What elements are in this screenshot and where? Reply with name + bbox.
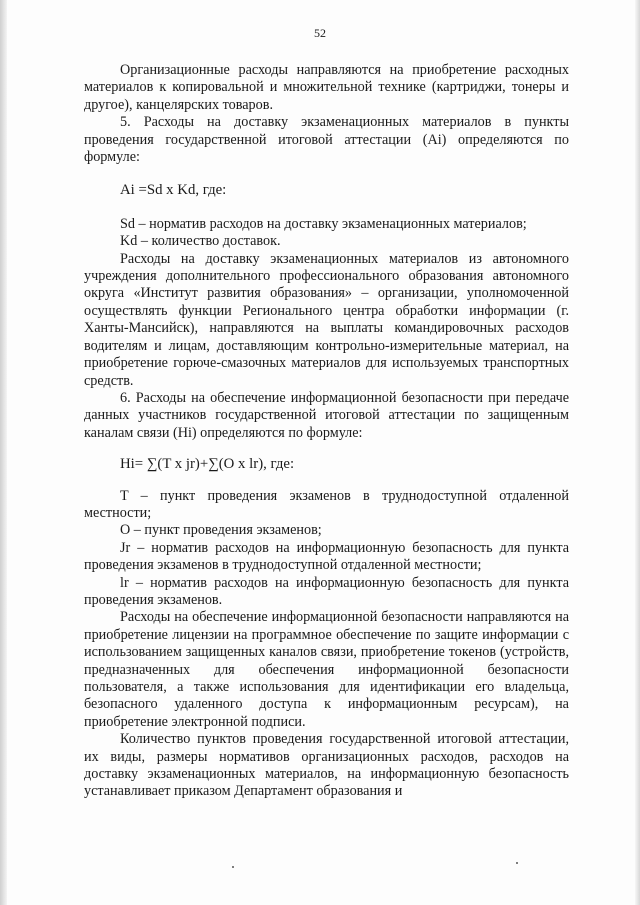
paragraph-item-6: 6. Расходы на обеспечение информационной безопасности при передаче данных участников государственной итоговой аттестации по защищенным каналам связи (Hi) определяются по формуле: [84, 389, 569, 441]
page-edge-left [0, 0, 7, 905]
scan-speck [516, 862, 518, 864]
page-edge-right [635, 0, 640, 905]
paragraph-organizational-expenses: Организационные расходы направляются на приобретение расходных материалов к копировальной и множительной технике (картриджи, тонеры и другое), канцелярских товаров. [84, 62, 569, 113]
definition-o: O – пункт проведения экзаменов; [120, 522, 322, 539]
definition-t: T – пункт проведения экзаменов в труднодоступной отдаленной местности; [84, 487, 569, 521]
paragraph-quantity: Количество пунктов проведения государственной итоговой аттестации, их виды, размеры нормативов организационных расходов, расходов на доставку экзаменационных материалов, на информационную безопасность устанавливает приказом Департамент образования и [84, 731, 569, 800]
scan-speck [232, 866, 234, 868]
definition-jr: Jr – норматив расходов на информационную безопасность для пункта проведения экзаменов в труднодоступной отдаленной местности; [84, 539, 569, 574]
definition-sd: Sd – норматив расходов на доставку экзаменационных материалов; [120, 215, 527, 232]
page-number: 52 [314, 26, 326, 40]
formula-ai: Ai =Sd x Kd, где: [120, 182, 227, 199]
paragraph-delivery-expenses: Расходы на доставку экзаменационных материалов из автономного учреждения дополнительного профессионального образования автономного округа «Институт развития образования» – организации, уполномоченной осуществлять функции Регионального центра обработки информации (г. Ханты-Мансийск), направляются на выплаты командировочных расходов водителям и лицам, доставляющим контрольно-измерительные материал, на приобретение горюче-смазочных материалов для используемых транспортных средств. [84, 250, 569, 389]
definition-kd: Kd – количество доставок. [120, 233, 281, 250]
document-body [84, 62, 569, 801]
definition-lr: lr – норматив расходов на информационную безопасность для пункта проведения экзаменов. [84, 574, 569, 608]
paragraph-security-expenses: Расходы на обеспечение информационной безопасности направляются на приобретение лицензии на программное обеспечение по защите информации с использованием защищенных каналов связи, приобретение токенов (устройств, предназначенных для обеспечения информационной безопасности пользователя, а также использования для идентификации его владельца, безопасного удаленного доступа к информационным ресурсам), на приобретение электронной подписи. [84, 609, 569, 730]
formula-hi: Hi= ∑(T x jr)+∑(O x lr), где: [120, 456, 295, 473]
paragraph-item-5: 5. Расходы на доставку экзаменационных материалов в пункты проведения государственной итоговой аттестации (Ai) определяются по формуле: [84, 114, 569, 166]
